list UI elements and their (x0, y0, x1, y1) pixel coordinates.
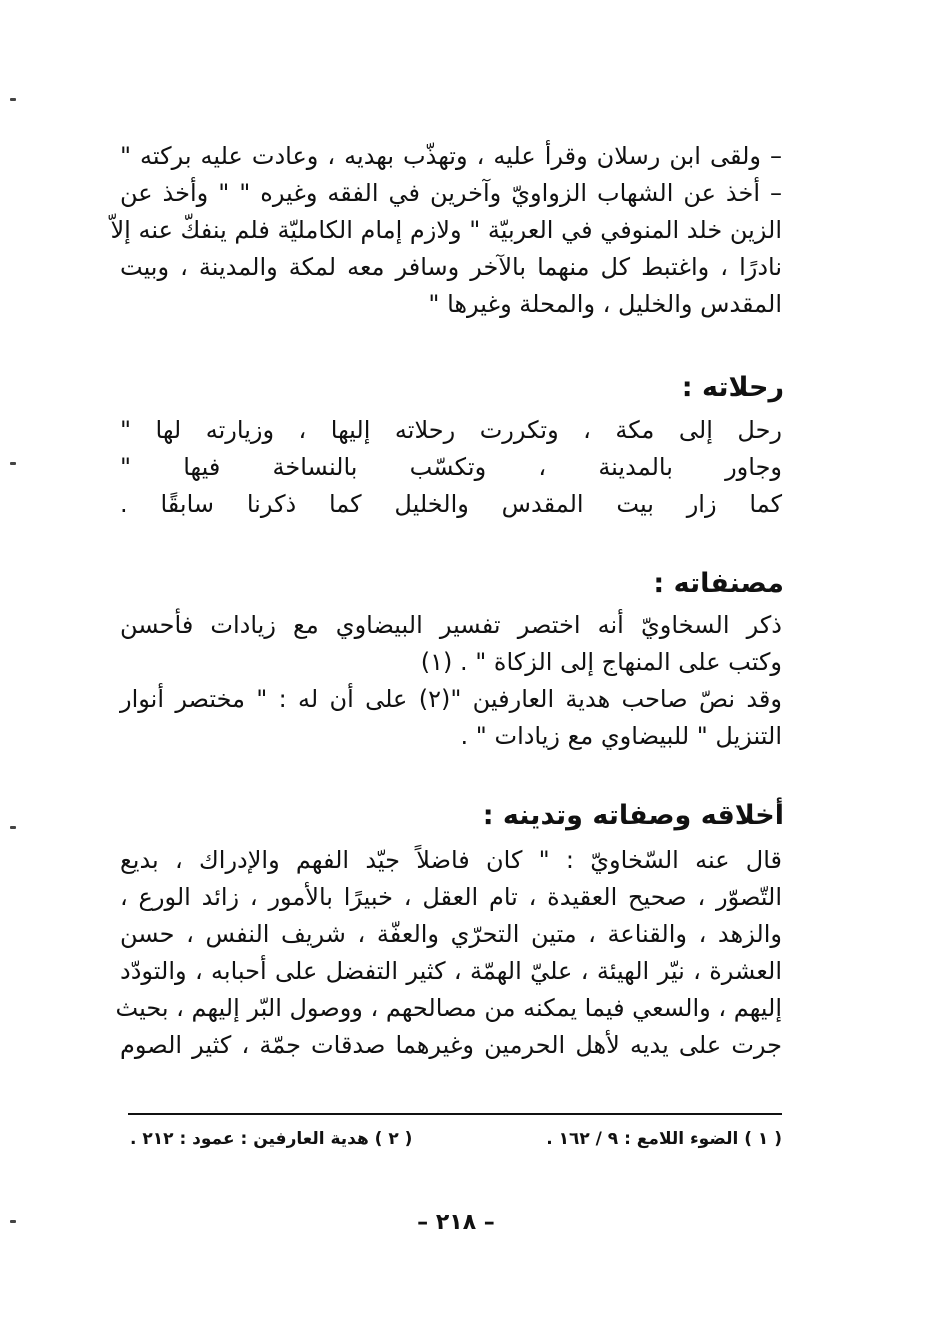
character-line: إليهم ، والسعي فيما يمكنه من مصالحهم ، ووصول البّر إليهم ، بحيث (115, 994, 782, 1022)
intro-line: نادرًا ، واغتبط كل منهما بالآخر وسافر معه لمكة والمدينة ، وبيت (120, 253, 782, 281)
scan-speck (10, 98, 16, 101)
character-line: التّصوّر ، صحيح العقيدة ، تام العقل ، خبيرًا بالأمور ، زائد الورع ، (120, 883, 782, 911)
works-paragraph (120, 607, 782, 755)
character-line: والزهد ، والقناعة ، متين التحرّي والعفّة ، شريف النفس ، حسن (120, 920, 782, 948)
travels-line: وجاور بالمدينة ، وتكسّب بالنساخة فيها " (120, 453, 782, 481)
works-line: وقد نصّ صاحب هدية العارفين "(٢) على أن له : " مختصر أنوار (120, 685, 782, 713)
intro-line: – أخذ عن الشهاب الزواويّ وآخرين في الفقه وغيره " " وأخذ عن (120, 179, 782, 207)
works-heading: مصنفاته : (653, 568, 784, 599)
footnote-divider (128, 1113, 782, 1115)
footnote-1: ( ١ ) الضوء اللامع : ٩ / ١٦٢ . (546, 1129, 782, 1149)
intro-line: الزين خلد المنوفي في العربيّة " ولازم إمام الكامليّة فلم ينفكّ عنه إلاّ (110, 216, 782, 244)
character-line: العشرة ، نيّر الهيئة ، عليّ الهمّة ، كثير التفضل على أحبابه ، والتودّد (120, 957, 782, 985)
intro-paragraph (110, 138, 782, 323)
scan-speck (10, 1220, 16, 1223)
travels-heading: رحلاته : (681, 372, 784, 403)
character-line: قال عنه السّخاويّ : " كان فاضلاً جيّد الفهم والإدراك ، بديع (120, 846, 782, 874)
character-line: جرت على يديه لأهل الحرمين وغيرهما صدقات جمّة ، كثير الصوم (120, 1031, 782, 1059)
works-line: ذكر السخاويّ أنه اختصر تفسير البيضاوي مع زيادات فأحسن (120, 611, 782, 639)
works-line: التنزيل " للبيضاوي مع زيادات " . (460, 722, 782, 750)
intro-line: – ولقى ابن رسلان وقرأ عليه ، وتهذّب بهديه ، وعادت عليه بركته " (120, 142, 782, 170)
travels-line: رحل إلى مكة ، وتكررت رحلاته إليها ، وزيارته لها " (120, 416, 782, 444)
character-heading: أخلاقه وصفاته وتدينه : (482, 800, 784, 831)
page-number: – ٢١٨ – (417, 1210, 495, 1235)
scan-speck (10, 462, 16, 465)
scan-speck (10, 826, 16, 829)
character-paragraph (115, 842, 782, 1064)
travels-paragraph (120, 412, 782, 523)
footnote-2: ( ٢ ) هدية العارفين : عمود : ٢١٢ . (130, 1129, 413, 1149)
intro-line: المقدس والخليل ، والمحلة وغيرها " (428, 290, 782, 318)
works-line: وكتب على المنهاج إلى الزكاة " . (١) (420, 648, 782, 676)
travels-line: كما زار بيت المقدس والخليل كما ذكرنا سابقًا . (120, 490, 782, 518)
